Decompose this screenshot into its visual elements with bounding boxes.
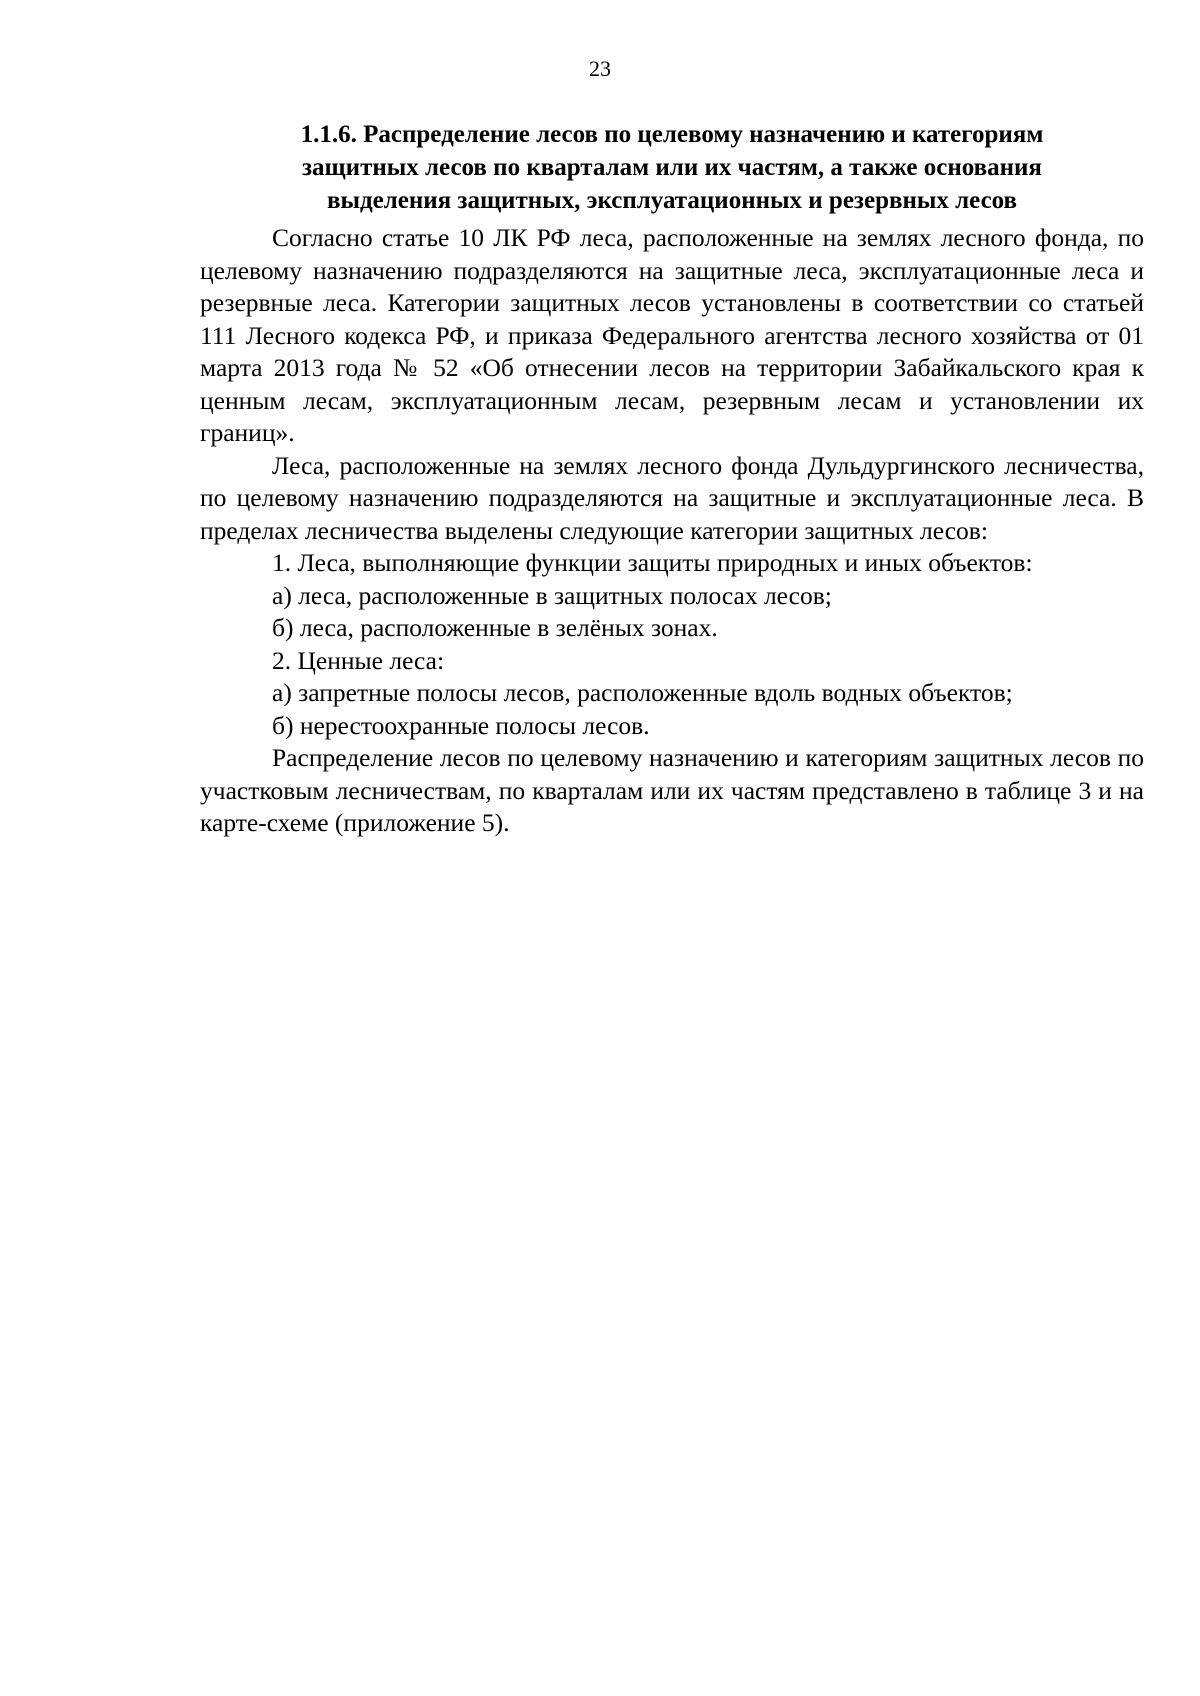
list-item: б) леса, расположенные в зелёных зонах.: [272, 613, 718, 642]
heading-line: выделения защитных, эксплуатационных и резервных лесов: [326, 187, 1018, 214]
document-body: [200, 118, 1144, 840]
list-item: а) леса, расположенные в защитных полосах лесов;: [272, 580, 832, 610]
list-item: б) нерестоохранные полосы лесов.: [272, 710, 650, 740]
list-item: а) запретные полосы лесов, расположенные вдоль водных объектов;: [272, 678, 1013, 707]
list-item: 2. Ценные леса:: [272, 645, 445, 675]
paragraph: Согласно статье 10 ЛК РФ леса, расположенные на землях лесного фонда, по целевому назначению подразделяются на защитные леса, эксплуатационные леса и резервные леса. Категории защитных лесов установлены в соответствии со статьей 111 Лесного кодекса РФ, и приказа Федерального агентства лесного хозяйства от 01 марта 2013 года № 52 «Об отнесении лесов на территории Забайкальского края к ценным лесам, эксплуатационным лесам, резервным лесам и установлении их границ».: [200, 223, 1144, 447]
section-heading: [200, 118, 1144, 217]
page-number: 23: [589, 56, 611, 81]
heading-line: защитных лесов по кварталам или их частям, а также основания: [302, 154, 1042, 181]
heading-line: 1.1.6. Распределение лесов по целевому назначению и категориям: [300, 121, 1044, 148]
paragraph: Леса, расположенные на землях лесного фонда Дульдургинского лесничества, по целевому назначению подразделяются на защитные и эксплуатационные леса. В пределах лесничества выделены следующие категории защитных лесов:: [200, 450, 1144, 545]
closing-paragraph: Распределение лесов по целевому назначению и категориям защитных лесов по участковым лесничествам, по кварталам или их частям представлено в таблице 3 и на карте-схеме (приложение 5).: [200, 743, 1144, 837]
list-item: 1. Леса, выполняющие функции защиты природных и иных объектов:: [272, 548, 1033, 577]
